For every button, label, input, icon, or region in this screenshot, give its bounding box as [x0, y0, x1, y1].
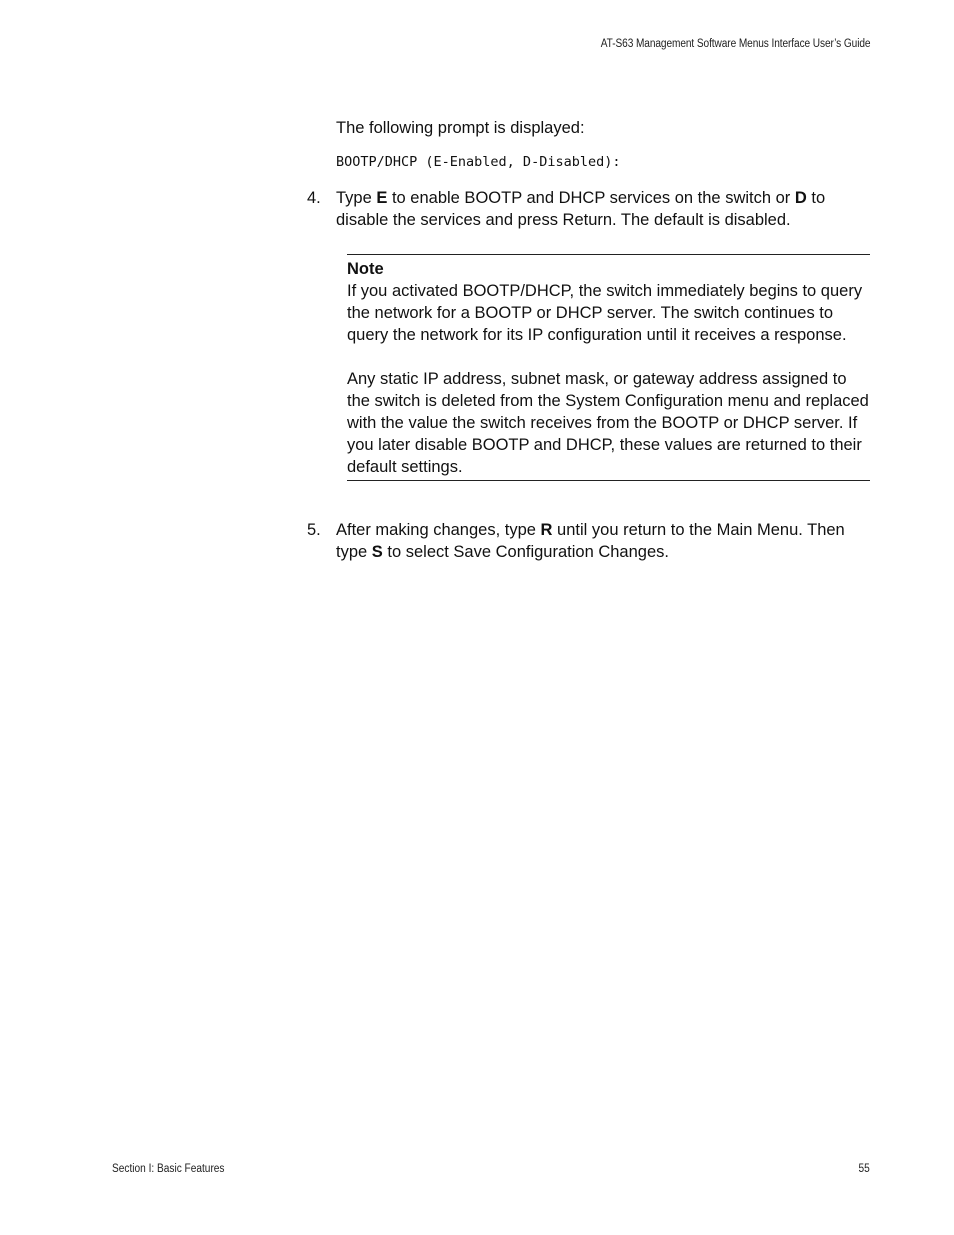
- step-5: [307, 520, 877, 563]
- step-text-mid: until you return to the Main Menu. Then type: [336, 521, 845, 561]
- step-key-d: D: [794, 189, 807, 207]
- footer-section: Section I: Basic Features: [112, 1163, 225, 1175]
- step-number: 4.: [307, 189, 321, 207]
- step-key-r: R: [540, 521, 553, 539]
- page-number: 55: [858, 1163, 870, 1175]
- step-key-e: E: [376, 189, 388, 207]
- note-paragraph: Any static IP address, subnet mask, or gateway address assigned to the switch is deleted from the System Configuration menu and replaced with the value the switch receives from the BOOTP or DHCP server. If you later disable BOOTP and DHCP, these values are returned to their default settings.: [347, 370, 869, 476]
- step-text: [336, 188, 877, 231]
- note-title: Note: [347, 260, 384, 278]
- step-number: 5.: [307, 521, 321, 539]
- note-paragraph: If you activated BOOTP/DHCP, the switch immediately begins to query the network for a BOOTP or DHCP server. The switch continues to query the network for its IP configuration until it receives a response.: [347, 282, 863, 344]
- prompt-code: BOOTP/DHCP (E-Enabled, D-Disabled):: [336, 154, 621, 170]
- step-4: [307, 188, 877, 231]
- step-text-post: to disable the services and press Return. The default is disabled.: [336, 189, 826, 229]
- step-text-pre: After making changes, type: [336, 521, 541, 539]
- step-text-mid: to enable BOOTP and DHCP services on the switch or: [387, 189, 795, 207]
- step-text-pre: Type: [336, 189, 377, 207]
- note-box: [347, 254, 870, 481]
- step-text-post: to select Save Configuration Changes.: [382, 542, 669, 561]
- step-key-s: S: [371, 542, 383, 561]
- running-header: AT-S63 Management Software Menus Interface User’s Guide: [600, 38, 870, 50]
- step-text: [336, 520, 877, 563]
- intro-text: The following prompt is displayed:: [336, 119, 585, 137]
